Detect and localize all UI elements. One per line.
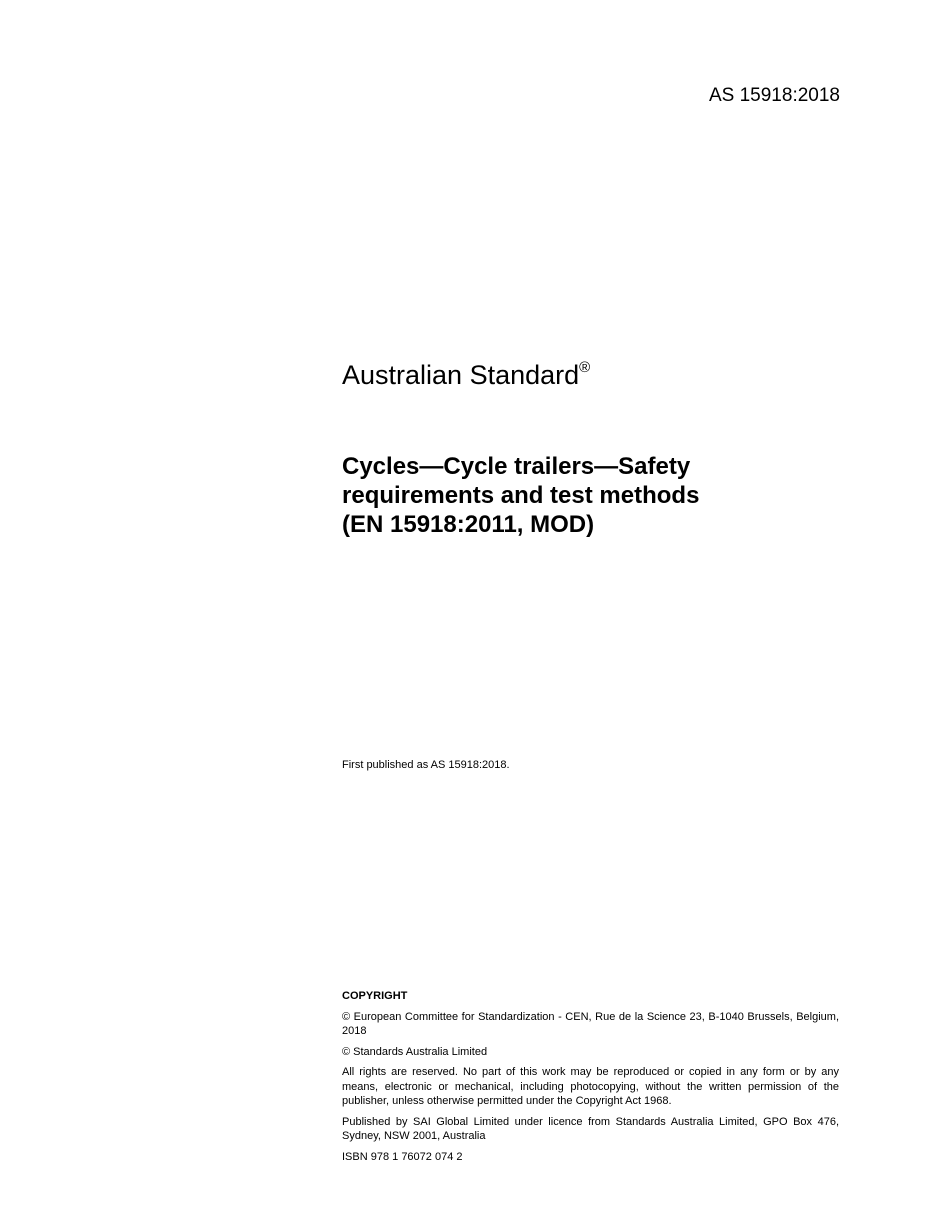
- series-label: Australian Standard: [342, 360, 580, 390]
- document-number: AS 15918:2018: [708, 85, 840, 106]
- registered-trademark-mark: ®: [579, 359, 591, 376]
- copyright-heading: COPYRIGHT: [342, 990, 408, 1002]
- sa-copyright-notice: © Standards Australia Limited: [342, 1045, 488, 1058]
- publication-note: First published as AS 15918:2018.: [342, 759, 510, 771]
- title-line-2: requirements and test methods: [342, 482, 700, 509]
- series-title: [342, 358, 590, 392]
- document-title: [342, 452, 842, 539]
- title-line-3: (EN 15918:2011, MOD): [342, 511, 595, 538]
- title-line-1: Cycles—Cycle trailers—Safety: [342, 453, 691, 480]
- publisher-statement: Published by SAI Global Limited under licence from Standards Australia Limited, GPO Box 476, Sydney, NSW 2001, Australia: [342, 1115, 839, 1142]
- rights-statement: All rights are reserved. No part of this work may be reproduced or copied in any form or by any means, electronic or mechanical, including photocopying, without the written permission of the publisher, unless otherwise permitted under the Copyright Act 1968.: [342, 1066, 839, 1107]
- isbn: ISBN 978 1 76072 074 2: [342, 1150, 463, 1163]
- copyright-block: [342, 989, 839, 1170]
- cen-copyright-notice: © European Committee for Standardization - CEN, Rue de la Science 23, B-1040 Brussels, Belgium, 2018: [342, 1010, 839, 1037]
